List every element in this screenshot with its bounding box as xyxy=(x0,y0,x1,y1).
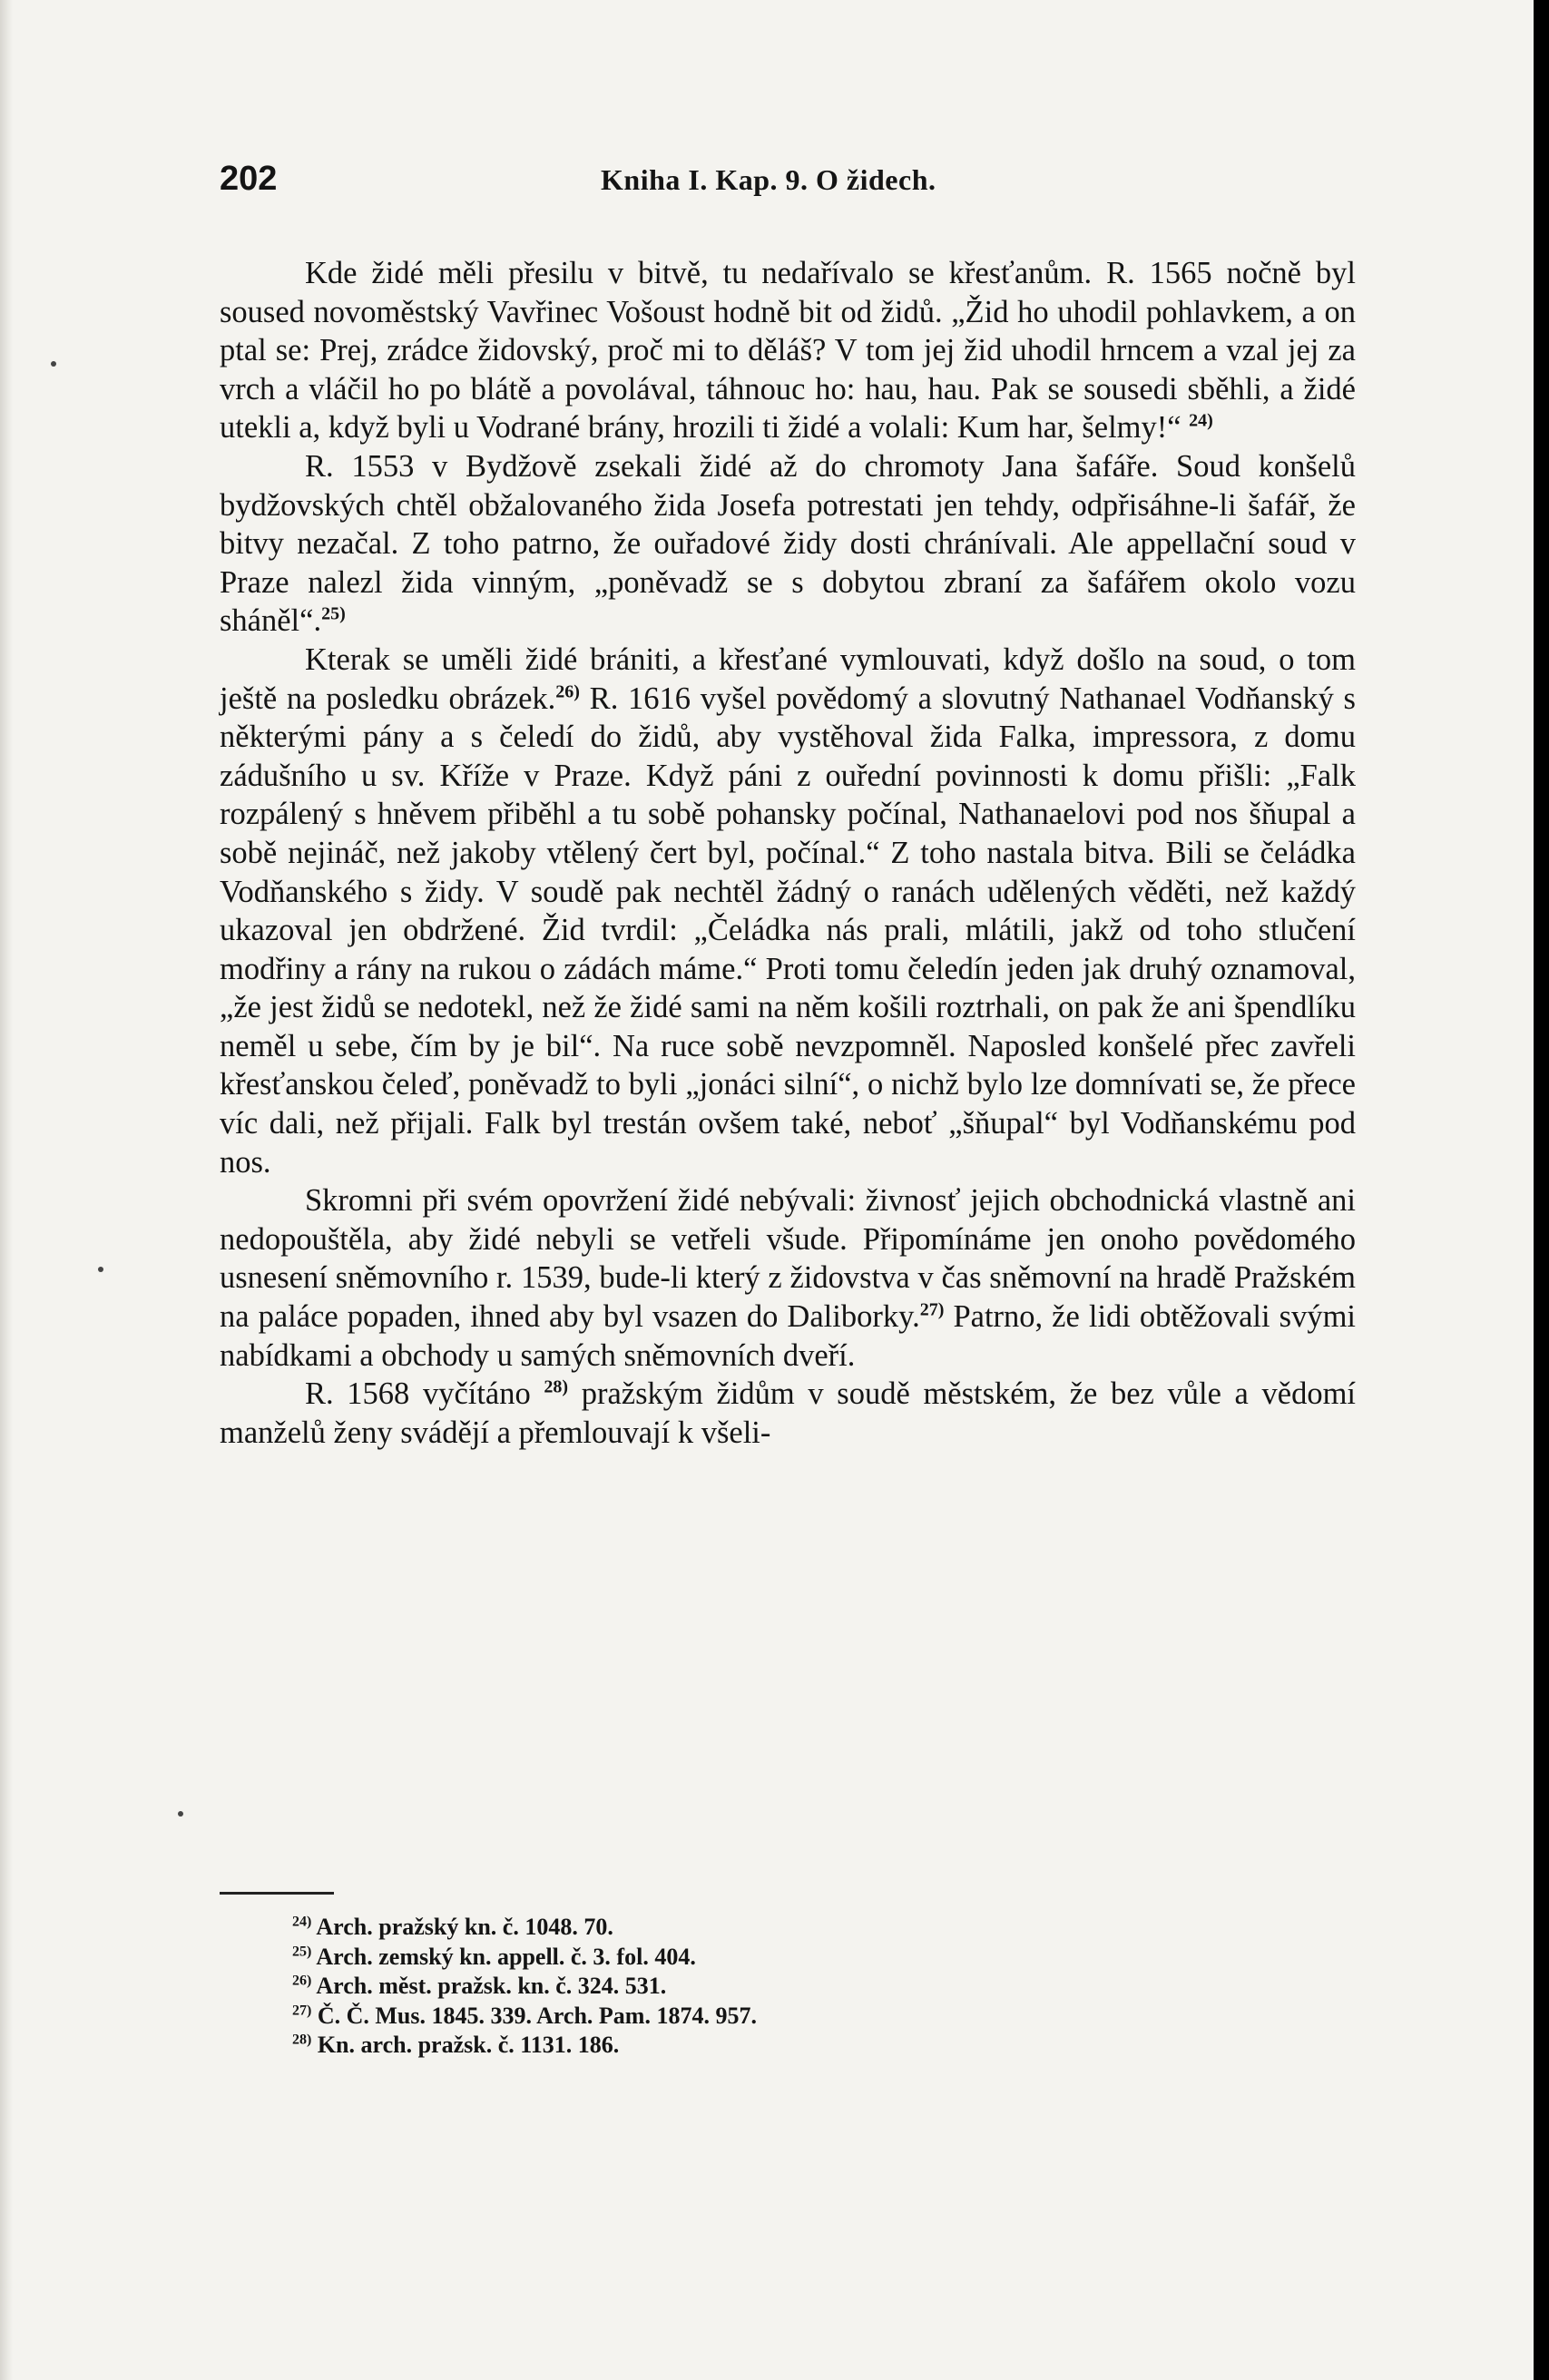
footnote xyxy=(292,2031,1109,2061)
footnote-text: Arch. zemský kn. appell. č. 3. fol. 404. xyxy=(316,1943,696,1970)
margin-speck xyxy=(51,361,56,367)
footnote xyxy=(292,1943,1109,1973)
paragraph-text: Kde židé měli přesilu v bitvě, tu nedařívalo se křesťanům. R. 1565 nočně byl soused novoměstský Vavřinec Vošoust hodně bit od židů. „Žid ho uhodil pohlavkem, a on ptal se: Prej, zrádce židovský, proč mi to děláš? V tom jej žid uhodil hrncem a vzal jej za vrch a vláčil ho po blátě a povolával, táhnouc ho: hau, hau. Pak se sousedi sběhli, a židé utekli a, když byli u Vodrané brány, hrozili ti židé a volali: Kum har, šelmy!“ xyxy=(220,256,1356,446)
footnote-ref: 28) xyxy=(544,1376,569,1397)
footnote-number: 27) xyxy=(292,2002,312,2018)
footnote-ref: 24) xyxy=(1189,410,1213,431)
body-text xyxy=(220,254,1356,1452)
paragraph-text: R. 1616 vyšel povědomý a slovutný Nathanael Vodňanský s některými pány a s čeledí do židů, aby vystěhoval žida Falka, impressora, z domu zádušního u sv. Kříže v Praze. Když páni z ouřední povinnosti k domu přišli: „Falk rozpálený s hněvem přiběhl a tu sobě pohansky počínal, Nathanaelovi pod nos šňupal a sobě nejináč, než jakoby vtělený čert byl, počínal.“ Z toho nastala bitva. Bili se čeládka Vodňanského s židy. V soudě pak nechtěl žádný o ranách udělených věděti, než každý ukazoval jen obdržené. Žid tvrdil: „Čeládka nás prali, mlátili, jakž od toho stlučení modřiny a rány na rukou o zádách máme.“ Proti tomu čeledín jeden jak druhý oznamoval, „že jest židů se nedotekl, než že židé sami na něm košili roztrhali, on pak že ani špendlíku neměl u sebe, čím by je bil“. Na ruce sobě nevzpomněl. Naposled konšelé přec zavřeli křesťanskou čeleď, poněvadž to byli „jonáci silní“, o nichž bylo lze domnívati se, že přece víc dali, než přijali. Falk byl trestán ovšem také, neboť „šňupal“ byl Vodňanskému pod nos. xyxy=(220,681,1356,1180)
footnote-number: 28) xyxy=(292,2032,312,2048)
footnote-number: 26) xyxy=(292,1973,312,1989)
footnote-ref: 27) xyxy=(919,1299,945,1320)
page-number: 202 xyxy=(220,160,278,198)
running-title: Kniha I. Kap. 9. O židech. xyxy=(601,163,936,196)
paragraph-text: R. 1568 vyčítáno xyxy=(305,1376,531,1412)
footnote xyxy=(292,2002,1109,2032)
footnote-text: Č. Č. Mus. 1845. 339. Arch. Pam. 1874. 957. xyxy=(317,2002,757,2029)
paragraph-text: Kterak se uměli židé brániti, a křesťané vymlouvati, když došlo na soud, o tom ještě na posledku obrázek. xyxy=(220,642,1356,716)
footnote-number: 25) xyxy=(292,1943,312,1959)
page-header xyxy=(220,160,1354,205)
footnote-text: Kn. arch. pražsk. č. 1131. 186. xyxy=(317,2032,620,2058)
paragraph-text: pražským židům v soudě městském, že bez vůle a vědomí manželů ženy svádějí a přemlouvají k všeli- xyxy=(220,1376,1357,1450)
paragraph-text: Skromni při svém opovržení židé nebývali: živnosť jejich obchodnická vlastně ani nedopouštěla, aby židé nebyli se vetřeli všude. Připomínáme jen onoho povědomého usnesení sněmovního r. 1539, bude-li který z židovstva v čas sněmovní na hradě Pražském na paláce popaden, ihned aby byl vsazen do Daliborky. xyxy=(220,1183,1356,1335)
margin-speck xyxy=(98,1267,103,1272)
paragraph xyxy=(220,1181,1356,1375)
footnote-ref: 26) xyxy=(555,681,580,702)
footnote xyxy=(292,1913,1109,1943)
footnote-separator xyxy=(220,1892,334,1895)
footnote xyxy=(292,1972,1109,2002)
paragraph xyxy=(220,1375,1356,1452)
margin-speck xyxy=(178,1811,183,1817)
footnote-number: 24) xyxy=(292,1914,312,1930)
page-edge-shadow xyxy=(0,0,13,2380)
footnote-text: Arch. pražský kn. č. 1048. 70. xyxy=(316,1914,613,1940)
footnotes xyxy=(292,1913,1109,2061)
footnote-text: Arch. měst. pražsk. kn. č. 324. 531. xyxy=(316,1973,667,1999)
paragraph xyxy=(220,641,1356,1181)
footnote-ref: 25) xyxy=(321,603,346,624)
paragraph-text: R. 1553 v Bydžově zsekali židé až do chromoty Jana šafáře. Soud konšelů bydžovských chtěl obžalovaného žida Josefa potrestati jen tehdy, odpřisáhne-li šafář, že bitvy nezačal. Z toho patrno, že ouřadové židy dosti chránívali. Ale appellační soud v Praze nalezl žida vinným, „poněvadž se s dobytou zbraní za šafářem okolo vozu sháněl“. xyxy=(220,448,1356,639)
paragraph xyxy=(220,254,1356,447)
paragraph-text: Patrno, že lidi obtěžovali svými nabídkami a obchody u samých sněmovních dveří. xyxy=(220,1299,1356,1373)
paragraph xyxy=(220,447,1356,641)
